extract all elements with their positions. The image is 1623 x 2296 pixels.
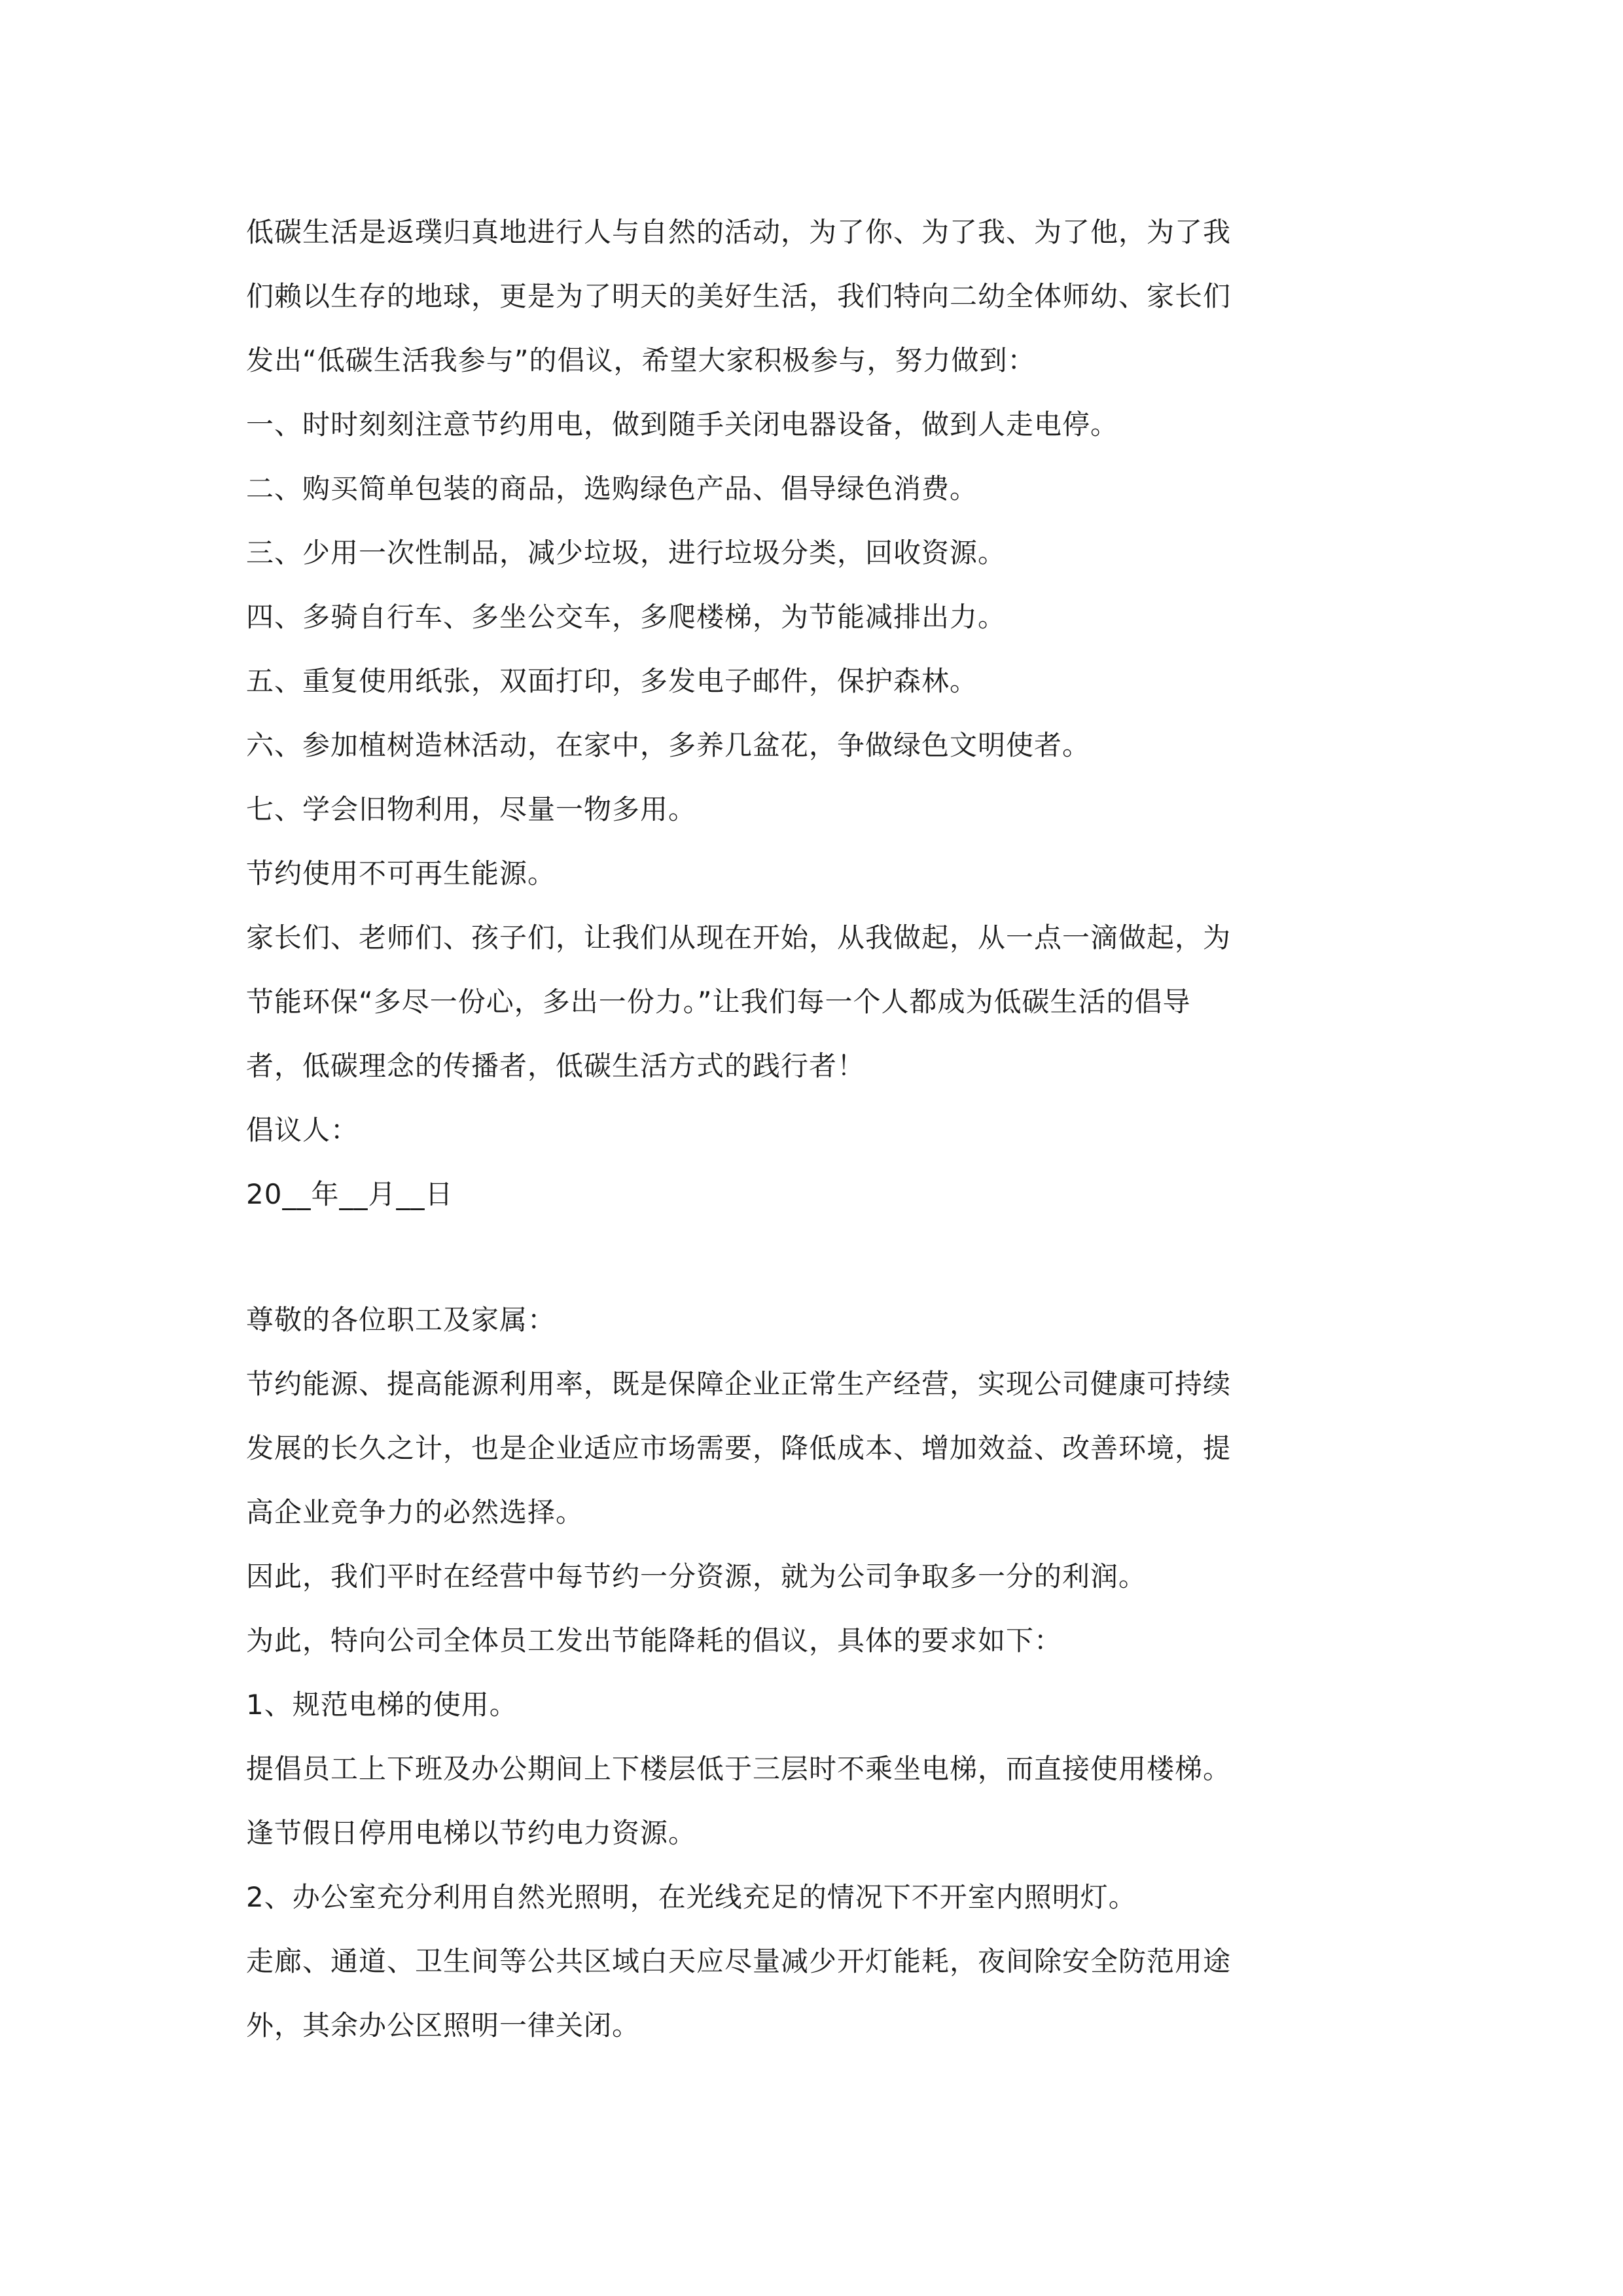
text-line: 提倡员工上下班及办公期间上下楼层低于三层时不乘坐电梯，而直接使用楼梯。 (246, 1753, 1232, 1785)
list-item: 1、规范电梯的使用。 (246, 1689, 518, 1721)
text-line: 节能环保“多尽一份心，多出一份力。”让我们每一个人都成为低碳生活的倡导 (246, 986, 1191, 1018)
text-line: 们赖以生存的地球，更是为了明天的美好生活，我们特向二幼全体师幼、家长们 (246, 280, 1232, 312)
list-item: 五、重复使用纸张，双面打印，多发电子邮件，保护森林。 (246, 665, 978, 697)
text-line: 因此，我们平时在经营中每节约一分资源，就为公司争取多一分的利润。 (246, 1560, 1147, 1592)
text-line: 节约能源、提高能源利用率，既是保障企业正常生产经营，实现公司健康可持续 (246, 1368, 1232, 1400)
proposal-low-carbon-section (246, 200, 1424, 1227)
salutation: 尊敬的各位职工及家属： (246, 1304, 556, 1336)
proposer-label: 倡议人： (246, 1114, 359, 1146)
text-line: 低碳生活是返璞归真地进行人与自然的活动，为了你、为了我、为了他，为了我 (246, 216, 1232, 248)
text-line: 发展的长久之计，也是企业适应市场需要，降低成本、增加效益、改善环境，提 (246, 1432, 1232, 1464)
date-line: 20__年__月__日 (246, 1178, 454, 1210)
text-line: 者，低碳理念的传播者，低碳生活方式的践行者！ (246, 1050, 866, 1082)
text-line: 发出“低碳生活我参与”的倡议，希望大家积极参与，努力做到： (246, 344, 1036, 376)
list-item: 六、参加植树造林活动，在家中，多养几盆花，争做绿色文明使者。 (246, 729, 1091, 761)
text-line: 外，其余办公区照明一律关闭。 (246, 2009, 641, 2041)
text-line: 走廊、通道、卫生间等公共区域白天应尽量减少开灯能耗，夜间除安全防范用途 (246, 1945, 1232, 1977)
list-item: 二、购买简单包装的商品，选购绿色产品、倡导绿色消费。 (246, 473, 978, 505)
list-item: 2、办公室充分利用自然光照明，在光线充足的情况下不开室内照明灯。 (246, 1881, 1137, 1913)
list-item: 一、时时刻刻注意节约用电，做到随手关闭电器设备，做到人走电停。 (246, 408, 1119, 440)
proposal-energy-saving-section (246, 1288, 1424, 2058)
list-item: 七、学会旧物利用，尽量一物多用。 (246, 793, 697, 825)
text-line: 家长们、老师们、孩子们，让我们从现在开始，从我做起，从一点一滴做起，为 (246, 922, 1232, 954)
list-item: 四、多骑自行车、多坐公交车，多爬楼梯，为节能减排出力。 (246, 601, 1007, 633)
list-item: 三、少用一次性制品，减少垃圾，进行垃圾分类，回收资源。 (246, 537, 1007, 569)
text-line: 节约使用不可再生能源。 (246, 857, 556, 889)
text-line: 逢节假日停用电梯以节约电力资源。 (246, 1817, 697, 1849)
text-line: 为此，特向公司全体员工发出节能降耗的倡议，具体的要求如下： (246, 1624, 1063, 1657)
text-line: 高企业竞争力的必然选择。 (246, 1496, 584, 1528)
